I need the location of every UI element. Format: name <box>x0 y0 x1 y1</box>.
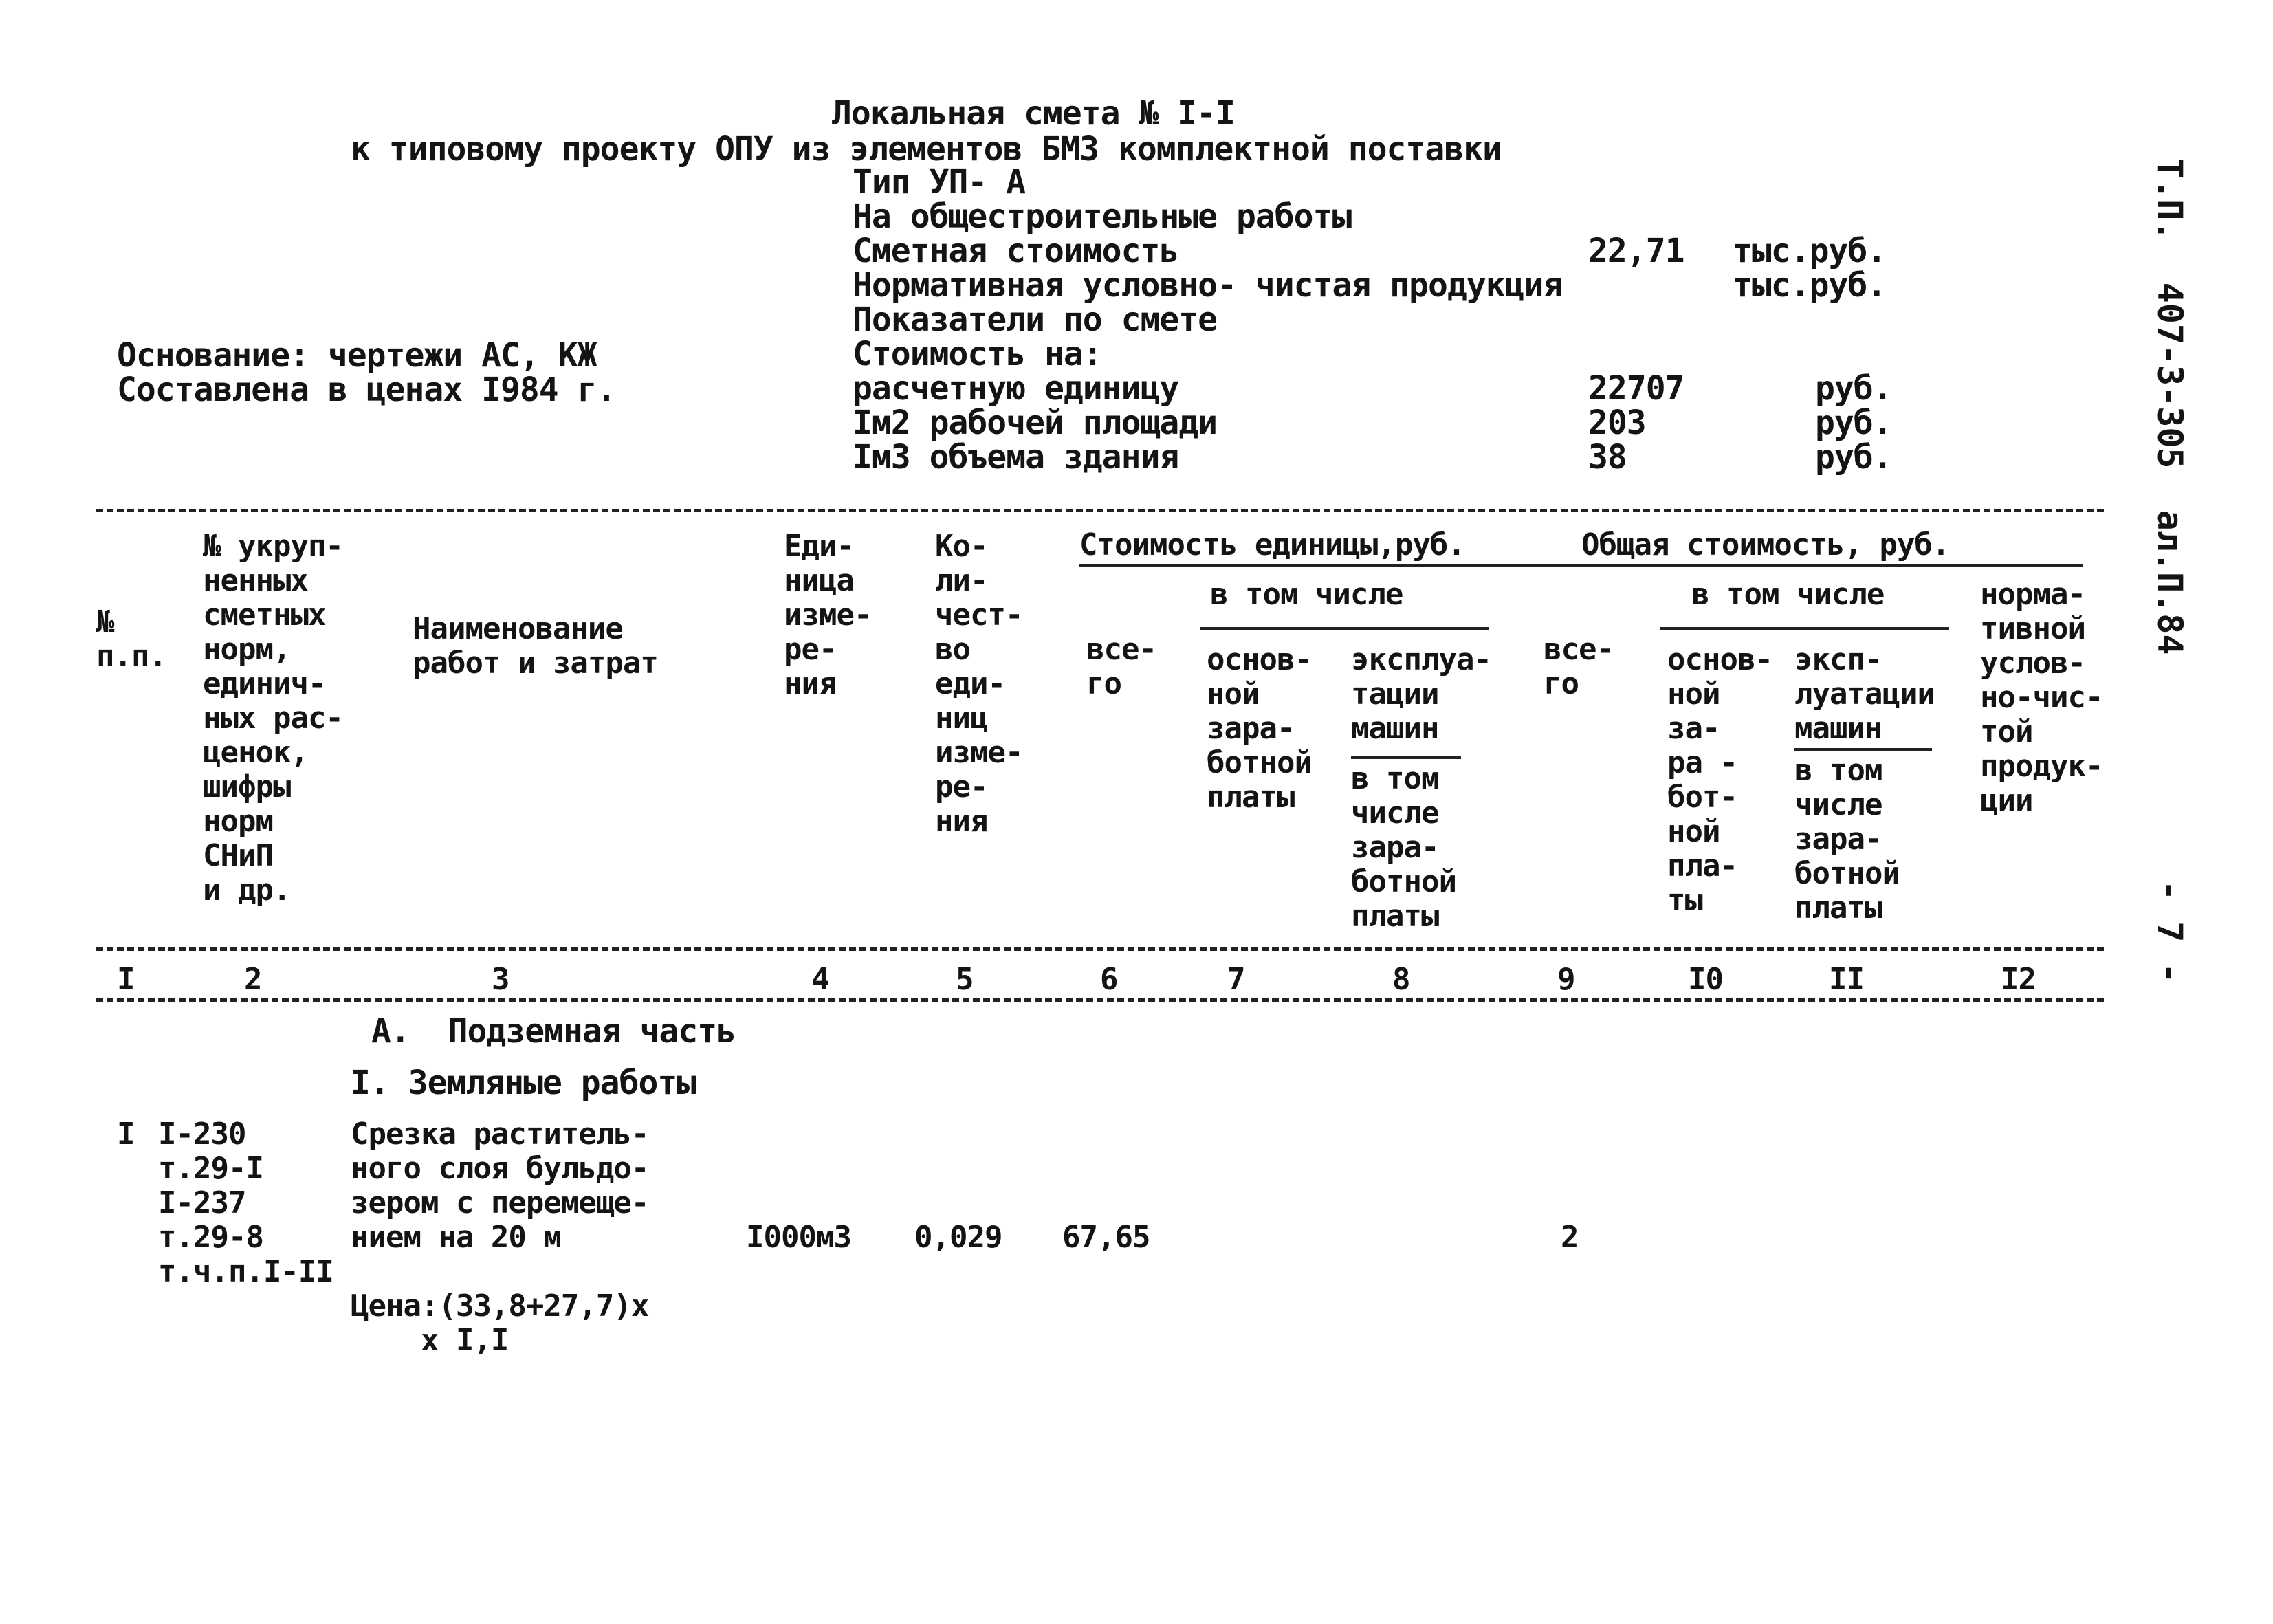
header-incl-total: в том числе <box>1691 577 1885 612</box>
header-line-per-m2: Iм2 рабочей площади <box>853 404 1218 442</box>
prices-note: Составлена в ценах I984 г. <box>117 371 616 409</box>
table-header-bottom-rule <box>96 947 2104 951</box>
header-line-cost-unit: тыс.руб. <box>1733 232 1887 270</box>
header-col-num: № п.п. <box>96 604 166 674</box>
header-col-norm: № укруп- ненных сметных норм, единич- ных рас- ценок, шифры норм СНиП и др. <box>203 529 343 908</box>
header-col-unit-machines: эксплуа- тации машин <box>1351 642 1491 746</box>
col-number-6: 6 <box>1100 962 1118 997</box>
basis-note: Основание: чертежи АС, КЖ <box>117 336 597 375</box>
col-number-8: 8 <box>1392 962 1410 997</box>
header-col-qty: Ко- ли- чест- во еди- ниц изме- ре- ния <box>935 529 1023 839</box>
col-number-12: I2 <box>2001 962 2036 997</box>
header-col-nucp: нормa- тивной услов- но-чис- той продук- ции <box>1980 577 2103 818</box>
col-number-9: 9 <box>1557 962 1575 997</box>
row-1-unit-total: 67,65 <box>1062 1220 1150 1255</box>
unit-cost-underline <box>1079 564 2083 567</box>
side-stamp-code: Т.П. 407-3-305 ал.П.84 <box>2150 158 2190 655</box>
header-line-per-m3-unit: руб. <box>1815 438 1892 476</box>
header-line-per-unit-unit: руб. <box>1815 369 1892 408</box>
col-number-11: II <box>1829 962 1864 997</box>
row-1-code: I-230 т.29-I I-237 т.29-8 т.ч.п.I-II <box>158 1117 333 1289</box>
header-col-total: все- го <box>1544 632 1614 701</box>
header-line-scope: На общестроительные работы <box>853 197 1352 236</box>
header-line-per-unit: расчетную единицу <box>853 369 1179 408</box>
row-1-price-note: Цена:(33,8+27,7)х х I,I <box>351 1288 649 1358</box>
side-stamp-page: - 7 - <box>2150 880 2190 984</box>
header-col-name: Наименование работ и затрат <box>413 611 658 681</box>
section-title: А. Подземная часть <box>371 1012 736 1051</box>
incl-underline-2 <box>1660 627 1949 630</box>
header-total-cost: Общая стоимость, руб. <box>1581 527 1950 562</box>
header-line-per-unit-value: 22707 <box>1588 369 1684 408</box>
row-1-unit: I000м3 <box>746 1220 851 1255</box>
header-line-cost-per: Стоимость на: <box>853 335 1102 373</box>
header-col-unit-total: все- го <box>1086 632 1156 701</box>
col-number-5: 5 <box>956 962 974 997</box>
header-col-total-machines-wage: в том числе зара- ботной платы <box>1794 753 1900 925</box>
header-col-unit-wage: основ- ной зара- ботной платы <box>1207 642 1312 815</box>
header-line-type: Тип УП- А <box>853 163 1026 201</box>
col-number-7: 7 <box>1227 962 1245 997</box>
row-1-qty: 0,029 <box>914 1220 1002 1255</box>
header-line-indicators: Показатели по смете <box>853 300 1218 339</box>
header-line-cost-value: 22,71 <box>1588 232 1684 270</box>
header-line-per-m2-value: 203 <box>1588 404 1646 442</box>
col-number-2: 2 <box>244 962 262 997</box>
machines-underline-1 <box>1351 756 1461 759</box>
header-unit-cost: Стоимость единицы,руб. <box>1079 527 1465 562</box>
header-line-per-m2-unit: руб. <box>1815 404 1892 442</box>
header-col-total-machines: эксп- луатации машин <box>1794 642 1935 746</box>
header-line-per-m3: Iм3 объема здания <box>853 438 1179 476</box>
header-col-unit: Еди- ница изме- ре- ния <box>784 529 872 701</box>
table-colnum-bottom-rule <box>96 998 2104 1002</box>
header-line-nucp: Нормативная условно- чистая продукция <box>853 266 1563 305</box>
incl-underline-1 <box>1200 627 1489 630</box>
row-1-name: Срезка раститель- ного слоя бульдо- зером с перемеще- нием на 20 м <box>351 1117 649 1255</box>
header-line-nucp-unit: тыс.руб. <box>1733 266 1887 305</box>
header-col-total-wage: основ- ной за- ра - бот- ной пла- ты <box>1667 642 1772 918</box>
col-number-10: I0 <box>1688 962 1723 997</box>
col-number-4: 4 <box>811 962 829 997</box>
row-1-total: 2 <box>1561 1220 1579 1255</box>
col-number-1: I <box>117 962 135 997</box>
header-incl-unit: в том числе <box>1210 577 1403 612</box>
header-col-unit-machines-wage: в том числе зара- ботной платы <box>1351 761 1456 934</box>
header-line-per-m3-value: 38 <box>1588 438 1627 476</box>
document-subtitle: к типовому проекту ОПУ из элементов БМЗ комплектной поставки <box>351 130 1502 168</box>
header-line-cost: Сметная стоимость <box>853 232 1179 270</box>
col-number-3: 3 <box>492 962 509 997</box>
document-title: Локальная смета № I-I <box>832 94 1235 133</box>
row-1-num: I <box>117 1117 135 1152</box>
machines-underline-2 <box>1794 748 1932 751</box>
table-top-rule <box>96 509 2104 512</box>
subsection-title: I. Земляные работы <box>351 1064 696 1102</box>
